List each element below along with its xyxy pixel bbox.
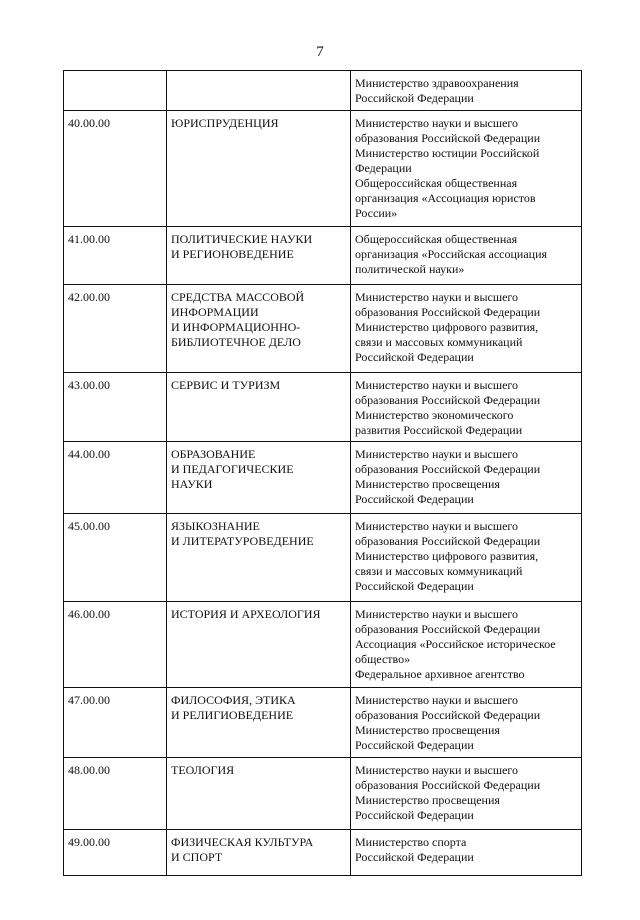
- responsible-body-line: Российской Федерации: [355, 738, 474, 752]
- specialty-name-line: И РЕГИОНОВЕДЕНИЕ: [171, 247, 294, 261]
- responsible-body-line: Министерство науки и высшего: [355, 447, 519, 461]
- specialty-name: [167, 442, 351, 514]
- specialty-name-line: ФИЗИЧЕСКАЯ КУЛЬТУРА: [171, 835, 314, 849]
- table-row: [64, 227, 582, 285]
- specialty-name-line: БИБЛИОТЕЧНОЕ ДЕЛО: [171, 335, 301, 349]
- responsible-bodies: [351, 442, 582, 514]
- table-row: [64, 373, 582, 442]
- responsible-bodies: [351, 514, 582, 602]
- table-row: [64, 442, 582, 514]
- specialty-code: 45.00.00: [64, 514, 167, 602]
- specialty-name: [167, 111, 351, 227]
- specialty-name-line: СЕРВИС И ТУРИЗМ: [171, 378, 281, 392]
- table-row: [64, 285, 582, 373]
- responsible-bodies: [351, 285, 582, 373]
- specialty-code: 48.00.00: [64, 758, 167, 830]
- specialty-name-line: ПОЛИТИЧЕСКИЕ НАУКИ: [171, 232, 313, 246]
- specialty-code: 47.00.00: [64, 688, 167, 758]
- specialty-name: [167, 602, 351, 688]
- responsible-body-line: образования Российской Федерации: [355, 708, 541, 722]
- responsible-body-line: Министерство науки и высшего: [355, 290, 519, 304]
- specialty-name-line: СРЕДСТВА МАССОВОЙ: [171, 290, 305, 304]
- responsible-body-line: образования Российской Федерации: [355, 622, 541, 636]
- responsible-body-line: Российской Федерации: [355, 350, 474, 364]
- responsible-body-line: общество»: [355, 652, 411, 666]
- table-row: [64, 514, 582, 602]
- table-row: [64, 758, 582, 830]
- specialty-name-line: И ИНФОРМАЦИОННО-: [171, 320, 301, 334]
- specialty-name-line: НАУКИ: [171, 477, 213, 491]
- responsible-body-line: Министерство просвещения: [355, 723, 500, 737]
- responsible-bodies: [351, 227, 582, 285]
- responsible-body-line: Министерство просвещения: [355, 477, 500, 491]
- specialty-name: [167, 285, 351, 373]
- specialty-name: [167, 758, 351, 830]
- specialty-code: 43.00.00: [64, 373, 167, 442]
- table-row: [64, 688, 582, 758]
- specialty-name-line: ЮРИСПРУДЕНЦИЯ: [171, 116, 279, 130]
- responsible-body-line: Федерации: [355, 161, 412, 175]
- responsible-body-line: Министерство науки и высшего: [355, 693, 519, 707]
- specialty-name: [167, 830, 351, 876]
- responsible-body-line: Общероссийская общественная: [355, 232, 518, 246]
- responsible-body-line: образования Российской Федерации: [355, 534, 541, 548]
- responsible-body-line: Министерство спорта: [355, 835, 467, 849]
- responsible-body-line: Министерство науки и высшего: [355, 519, 519, 533]
- responsible-body-line: Министерство науки и высшего: [355, 116, 519, 130]
- responsible-bodies: [351, 830, 582, 876]
- specialty-name-line: ИНФОРМАЦИИ: [171, 305, 259, 319]
- responsible-body-line: Российской Федерации: [355, 91, 474, 105]
- responsible-bodies: [351, 373, 582, 442]
- responsible-body-line: Министерство науки и высшего: [355, 763, 519, 777]
- responsible-body-line: Общероссийская общественная: [355, 176, 518, 190]
- responsible-body-line: Министерство науки и высшего: [355, 378, 519, 392]
- responsible-body-line: Министерство экономического: [355, 408, 514, 422]
- specialty-name: [167, 227, 351, 285]
- responsible-bodies: [351, 688, 582, 758]
- responsible-body-line: образования Российской Федерации: [355, 393, 541, 407]
- responsible-body-line: России»: [355, 206, 398, 220]
- responsible-body-line: Министерство просвещения: [355, 793, 500, 807]
- responsible-body-line: Российской Федерации: [355, 850, 474, 864]
- table-row: [64, 602, 582, 688]
- specialty-name: [167, 373, 351, 442]
- specialty-name: [167, 688, 351, 758]
- specialty-code: 41.00.00: [64, 227, 167, 285]
- responsible-body-line: Министерство юстиции Российской: [355, 146, 540, 160]
- table-body: [64, 71, 582, 876]
- page-number: 7: [316, 44, 324, 60]
- table-row: [64, 111, 582, 227]
- specialty-code: 44.00.00: [64, 442, 167, 514]
- responsible-body-line: образования Российской Федерации: [355, 778, 541, 792]
- specialty-name: [167, 514, 351, 602]
- responsible-bodies: [351, 71, 582, 111]
- responsible-body-line: Ассоциация «Российское историческое: [355, 637, 556, 651]
- responsible-body-line: Российской Федерации: [355, 808, 474, 822]
- responsible-body-line: Министерство науки и высшего: [355, 607, 519, 621]
- responsible-body-line: образования Российской Федерации: [355, 131, 541, 145]
- responsible-body-line: Министерство цифрового развития,: [355, 320, 539, 334]
- specialty-name-line: И СПОРТ: [171, 850, 223, 864]
- specialty-code: [64, 71, 167, 111]
- responsible-body-line: связи и массовых коммуникаций: [355, 335, 523, 349]
- specialty-name-line: И ПЕДАГОГИЧЕСКИЕ: [171, 462, 294, 476]
- specialty-name-line: ФИЛОСОФИЯ, ЭТИКА: [171, 693, 296, 707]
- responsible-body-line: Российской Федерации: [355, 492, 474, 506]
- responsible-body-line: образования Российской Федерации: [355, 462, 541, 476]
- responsible-body-line: образования Российской Федерации: [355, 305, 541, 319]
- responsible-body-line: организация «Ассоциация юристов: [355, 191, 536, 205]
- specialty-name-line: ЯЗЫКОЗНАНИЕ: [171, 519, 260, 533]
- specialty-code: 49.00.00: [64, 830, 167, 876]
- specialty-name-line: ОБРАЗОВАНИЕ: [171, 447, 256, 461]
- specialty-name-line: ТЕОЛОГИЯ: [171, 763, 235, 777]
- responsible-body-line: политической науки»: [355, 262, 465, 276]
- responsible-body-line: организация «Российская ассоциация: [355, 247, 548, 261]
- specialty-code: 42.00.00: [64, 285, 167, 373]
- specialty-ministry-table: [63, 70, 582, 876]
- responsible-body-line: Министерство здравоохранения: [355, 76, 519, 90]
- responsible-body-line: Федеральное архивное агентство: [355, 667, 525, 681]
- table-row: [64, 830, 582, 876]
- responsible-bodies: [351, 602, 582, 688]
- responsible-bodies: [351, 111, 582, 227]
- responsible-body-line: Российской Федерации: [355, 579, 474, 593]
- responsible-body-line: связи и массовых коммуникаций: [355, 564, 523, 578]
- table-row: [64, 71, 582, 111]
- specialty-name: [167, 71, 351, 111]
- responsible-body-line: развития Российской Федерации: [355, 423, 523, 437]
- specialty-name-line: И ЛИТЕРАТУРОВЕДЕНИЕ: [171, 534, 314, 548]
- specialty-name-line: ИСТОРИЯ И АРХЕОЛОГИЯ: [171, 607, 321, 621]
- responsible-body-line: Министерство цифрового развития,: [355, 549, 539, 563]
- responsible-bodies: [351, 758, 582, 830]
- specialty-name-line: И РЕЛИГИОВЕДЕНИЕ: [171, 708, 294, 722]
- specialty-code: 40.00.00: [64, 111, 167, 227]
- specialty-code: 46.00.00: [64, 602, 167, 688]
